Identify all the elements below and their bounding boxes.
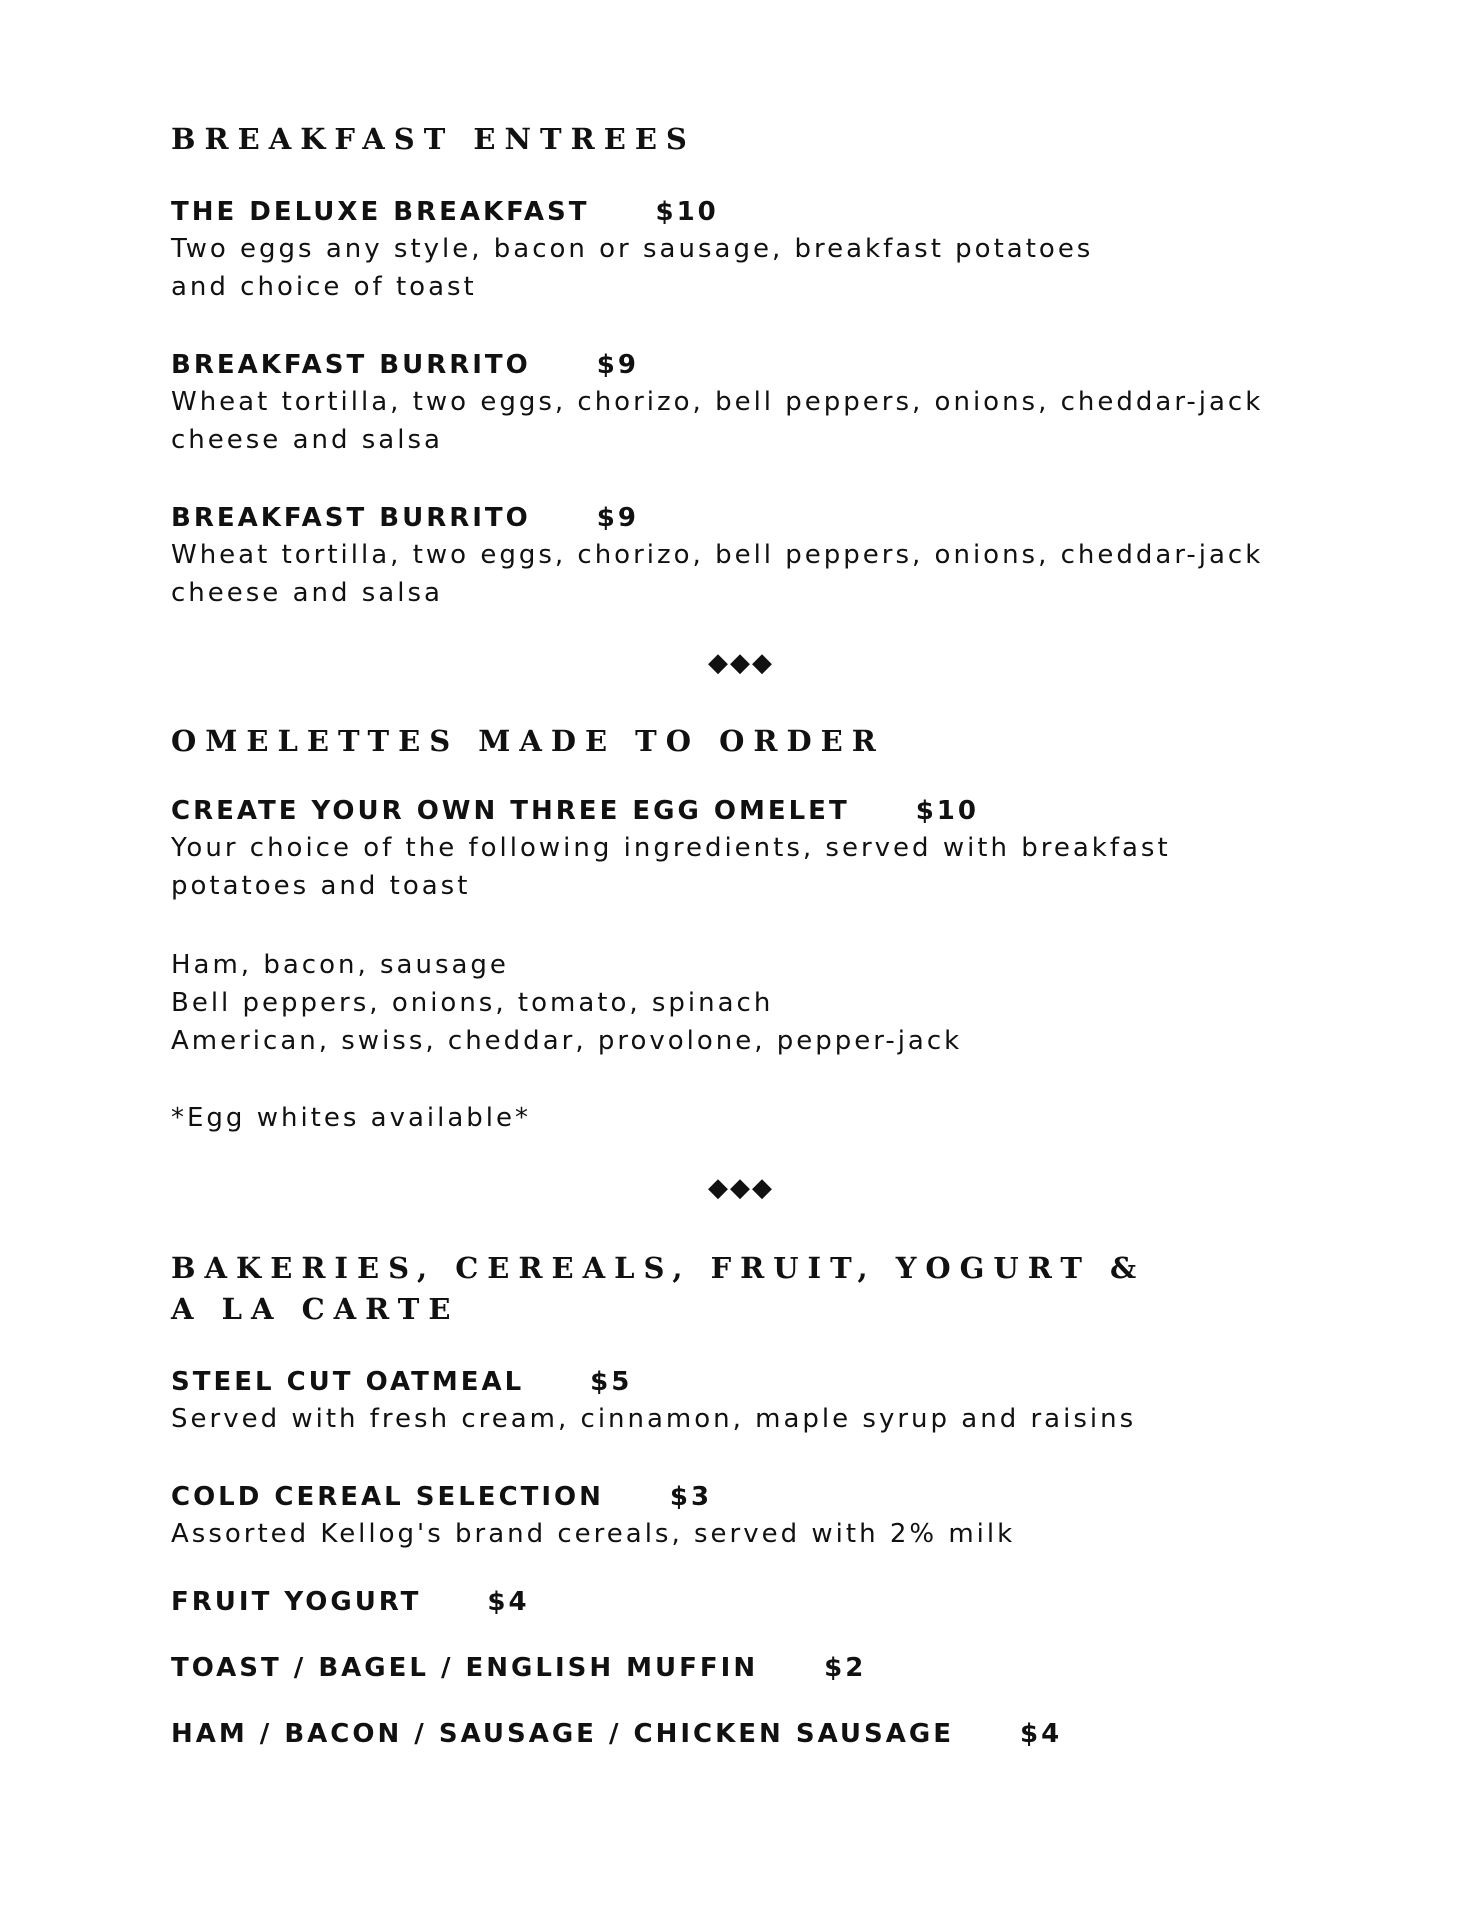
ingredient-line: Ham, bacon, sausage — [171, 950, 509, 980]
item-description: Assorted Kellog's brand cereals, served with 2% milk — [171, 1519, 1016, 1549]
item-description: cheese and salsa — [171, 425, 443, 455]
ingredient-line: Bell peppers, onions, tomato, spinach — [171, 988, 774, 1018]
item-name: TOAST / BAGEL / ENGLISH MUFFIN — [171, 1653, 759, 1683]
egg-whites-note: *Egg whites available* — [171, 1103, 532, 1133]
item-name: BREAKFAST BURRITO — [171, 350, 531, 380]
item-description: Your choice of the following ingredients, served with breakfast — [171, 833, 1171, 863]
section-heading-bakeries-line2: A LA CARTE — [171, 1292, 460, 1326]
item-name: THE DELUXE BREAKFAST — [171, 197, 590, 227]
item-price: $9 — [596, 503, 639, 533]
menu-item — [171, 1584, 530, 1620]
ingredient-line: American, swiss, cheddar, provolone, pepper-jack — [171, 1026, 963, 1056]
menu-item — [171, 793, 1171, 905]
item-price: $2 — [824, 1653, 867, 1683]
section-heading-breakfast: BREAKFAST ENTREES — [171, 122, 696, 156]
item-name: BREAKFAST BURRITO — [171, 503, 531, 533]
section-heading-bakeries: BAKERIES, CEREALS, FRUIT, YOGURT & — [171, 1251, 1146, 1285]
item-price: $9 — [596, 350, 639, 380]
menu-item — [171, 1650, 866, 1686]
section-heading-omelettes: OMELETTES MADE TO ORDER — [171, 724, 885, 758]
item-price: $10 — [915, 796, 979, 826]
menu-item — [171, 1479, 1015, 1553]
item-name: FRUIT YOGURT — [171, 1587, 422, 1617]
item-price: $10 — [655, 197, 719, 227]
item-name: HAM / BACON / SAUSAGE / CHICKEN SAUSAGE — [171, 1719, 954, 1749]
diamond-divider: ◆◆◆ — [708, 648, 774, 677]
diamond-divider: ◆◆◆ — [708, 1173, 774, 1202]
menu-item — [171, 347, 1263, 459]
item-price: $5 — [590, 1367, 633, 1397]
ingredient-list — [171, 946, 962, 1060]
item-description: potatoes and toast — [171, 871, 471, 901]
item-name: CREATE YOUR OWN THREE EGG OMELET — [171, 796, 850, 826]
item-description: Wheat tortilla, two eggs, chorizo, bell peppers, onions, cheddar-jack — [171, 387, 1264, 417]
item-description: cheese and salsa — [171, 578, 443, 608]
item-description: Two eggs any style, bacon or sausage, breakfast potatoes — [171, 234, 1094, 264]
item-price: $4 — [487, 1587, 530, 1617]
menu-item — [171, 194, 1093, 306]
item-price: $4 — [1019, 1719, 1063, 1749]
item-name: COLD CEREAL SELECTION — [171, 1482, 604, 1512]
menu-item — [171, 1364, 1136, 1438]
item-description: Served with fresh cream, cinnamon, maple syrup and raisins — [171, 1404, 1137, 1434]
item-description: and choice of toast — [171, 272, 477, 302]
menu-item — [171, 500, 1263, 612]
item-description: Wheat tortilla, two eggs, chorizo, bell peppers, onions, cheddar-jack — [171, 540, 1264, 570]
item-name: STEEL CUT OATMEAL — [171, 1367, 525, 1397]
item-price: $3 — [669, 1482, 713, 1512]
menu-item — [171, 1716, 1062, 1752]
